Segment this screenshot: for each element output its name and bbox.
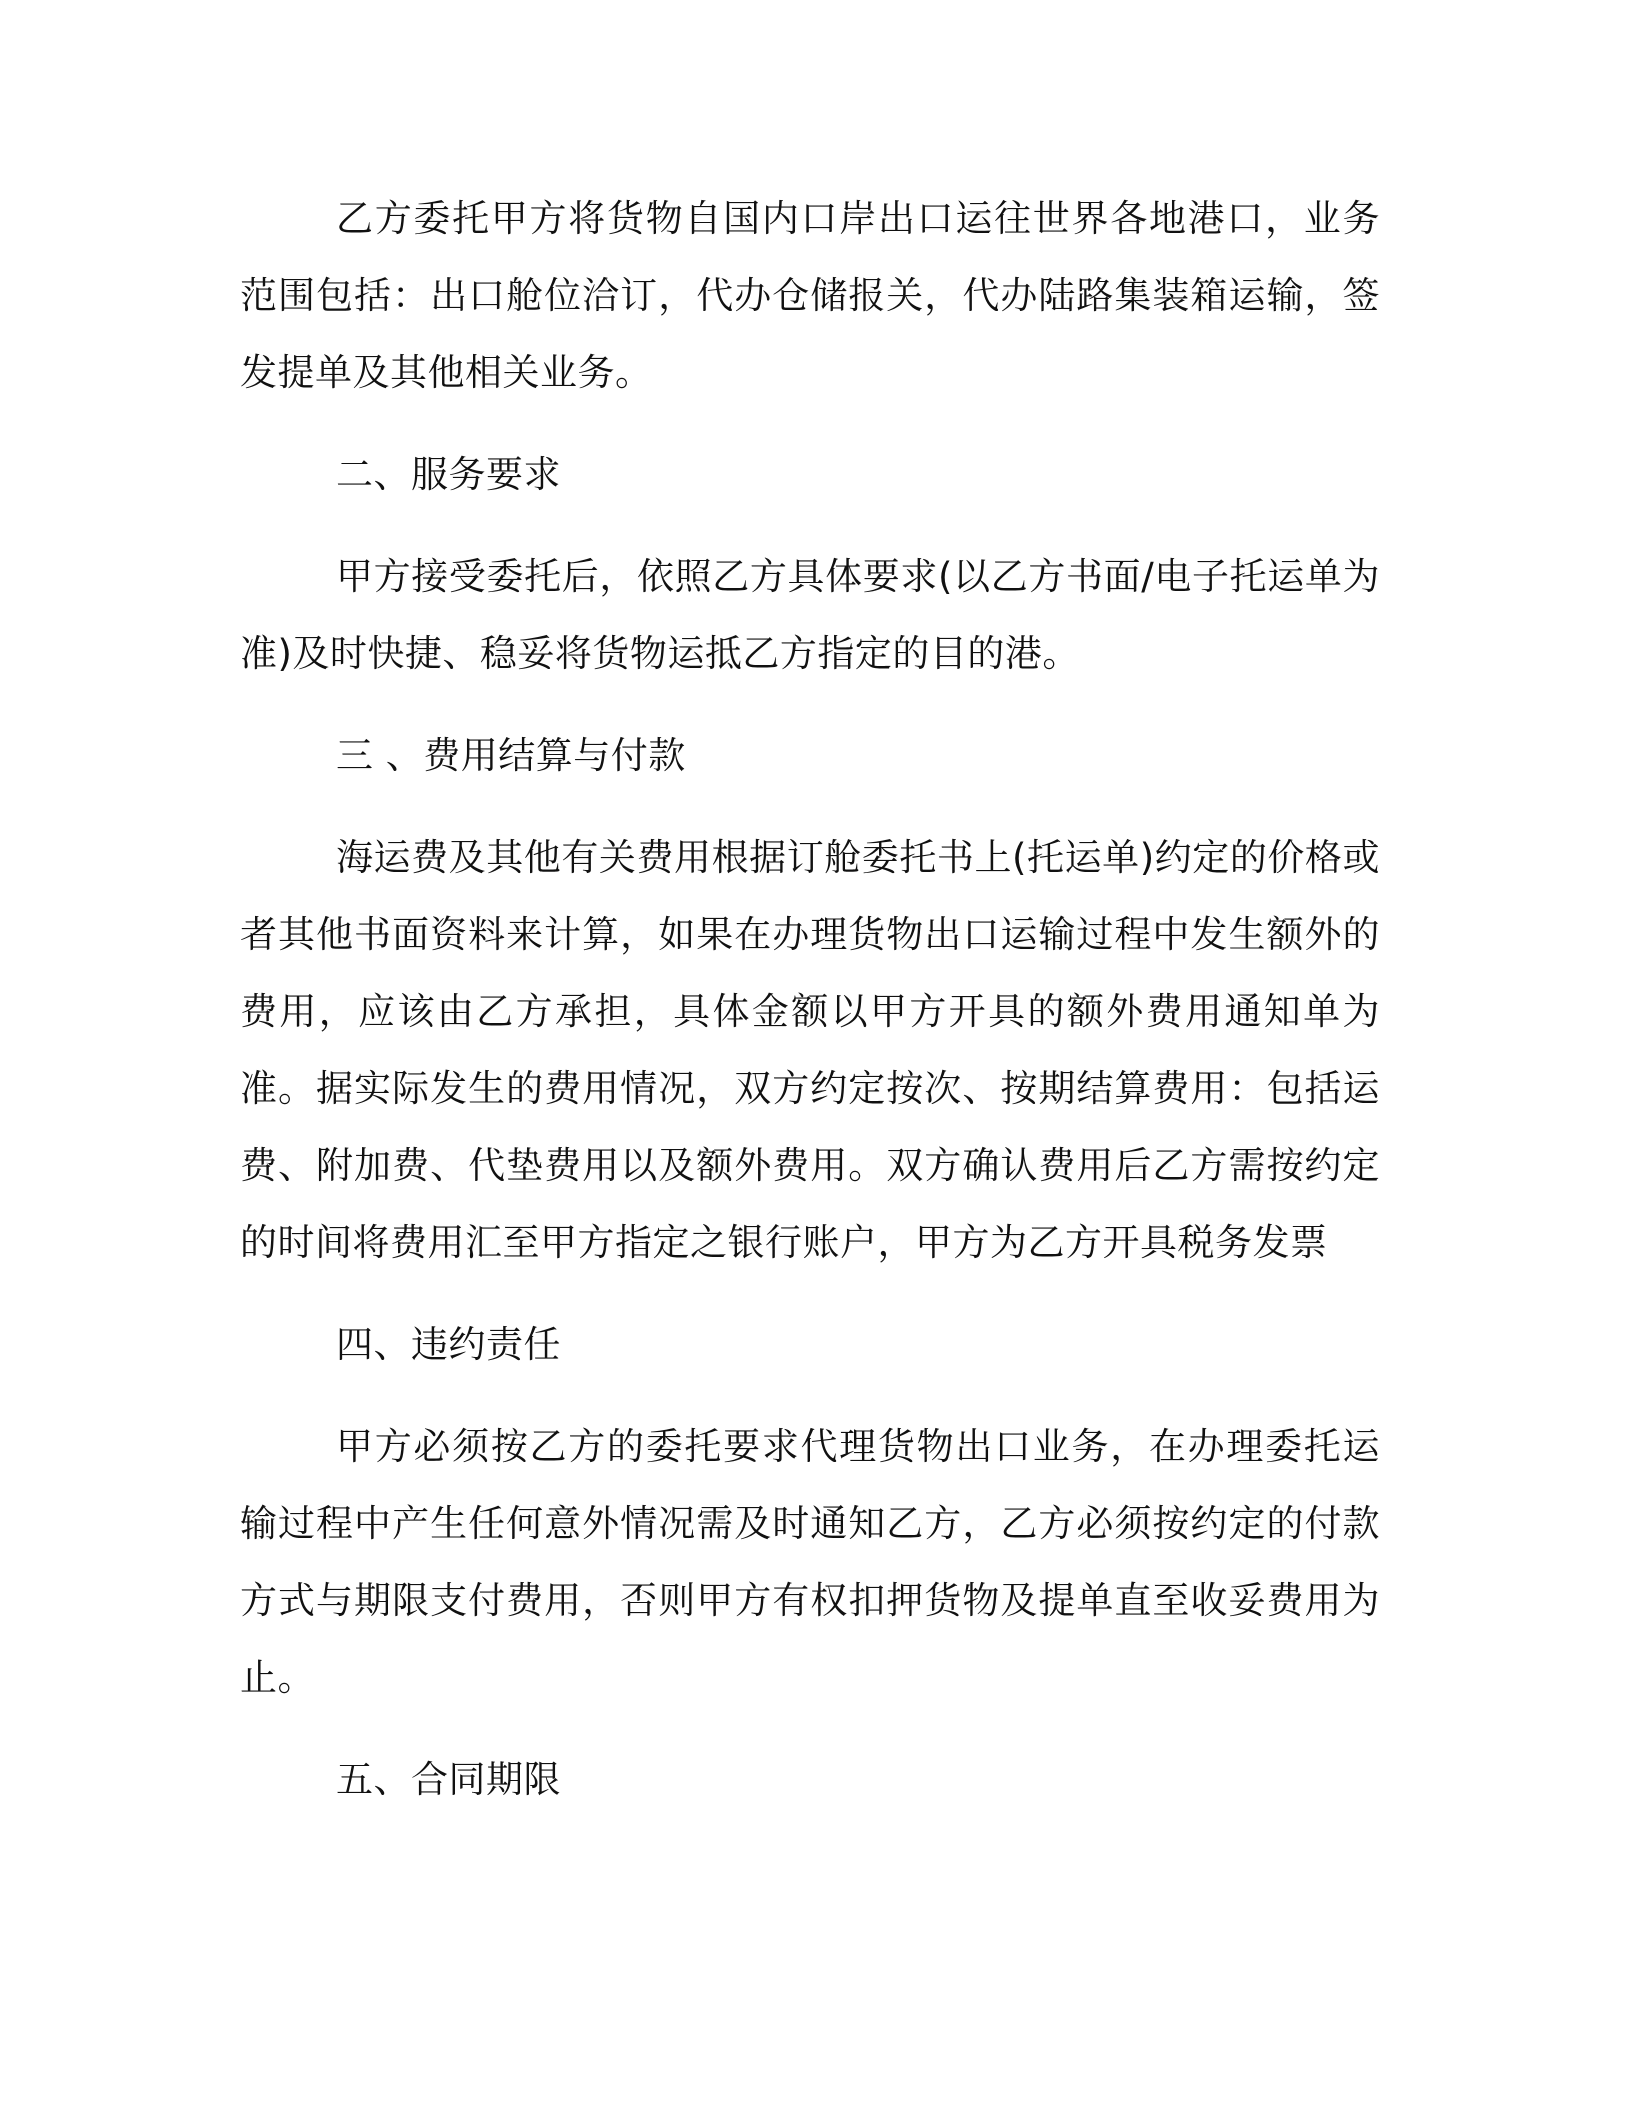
heading-service-requirements: 二、服务要求	[336, 453, 561, 496]
paragraph-fee-settlement: 海运费及其他有关费用根据订舱委托书上(托运单)约定的价格或者其他书面资料来计算，如果在办理货物出口运输过程中发生额外的费用，应该由乙方承担，具体金额以甲方开具的额外费用通知单为准。据实际发生的费用情况，双方约定按次、按期结算费用：包括运费、附加费、代垫费用以及额外费用。双方确认费用后乙方需按约定的时间将费用汇至甲方指定之银行账户，甲方为乙方开具税务发票	[240, 836, 1380, 1264]
paragraph-service-requirements: 甲方接受委托后，依照乙方具体要求(以乙方书面/电子托运单为准)及时快捷、稳妥将货物运抵乙方指定的目的港。	[240, 555, 1380, 675]
heading-contract-term: 五、合同期限	[336, 1758, 561, 1801]
heading-fee-settlement: 三 、费用结算与付款	[336, 734, 686, 777]
paragraph-liability: 甲方必须按乙方的委托要求代理货物出口业务，在办理委托运输过程中产生任何意外情况需及时通知乙方，乙方必须按约定的付款方式与期限支付费用，否则甲方有权扣押货物及提单直至收妥费用为止。	[240, 1425, 1380, 1699]
heading-liability: 四、违约责任	[336, 1323, 561, 1366]
paragraph-business-scope: 乙方委托甲方将货物自国内口岸出口运往世界各地港口，业务范围包括：出口舱位洽订，代办仓储报关，代办陆路集装箱运输，签发提单及其他相关业务。	[240, 197, 1380, 394]
document-body	[240, 180, 1380, 1843]
